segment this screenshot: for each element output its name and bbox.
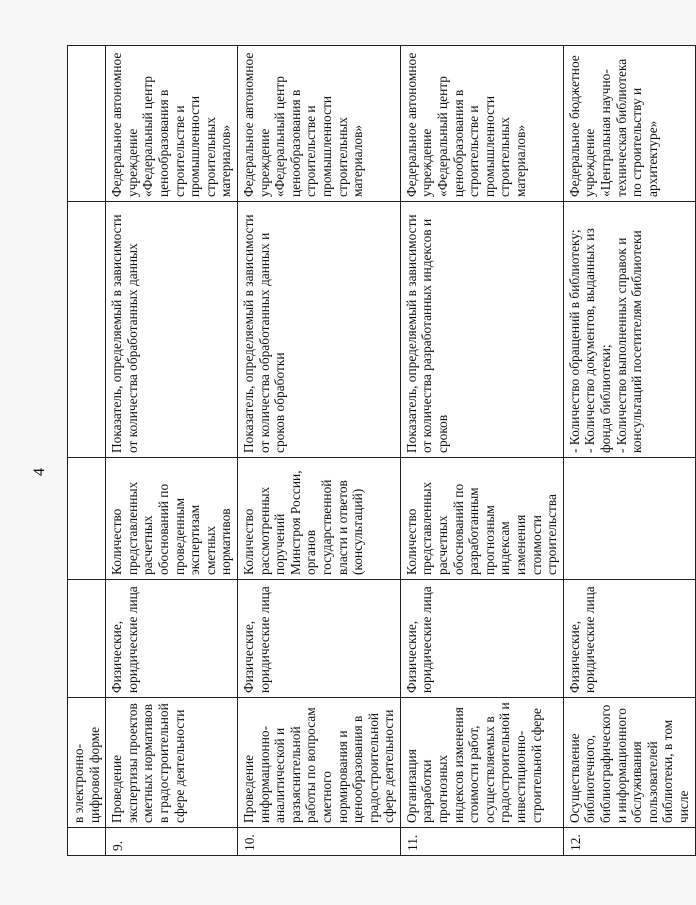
cell-institution: Федеральное автономное учреждение «Федеральный центр ценообразования в строительстве и промышленности строительных материалов» (106, 46, 238, 202)
cell-name: Проведение экспертизы проектов сметных нормативов в градостроительной сфере деятельности (106, 698, 238, 828)
cell-unit (68, 202, 106, 458)
cell-indicator: Количество представленных расчетных обоснований по разработанным прогнозным индексам изменения стоимости строительства (400, 458, 563, 580)
cell-num (68, 828, 106, 856)
table-row (106, 46, 238, 856)
table-row (237, 46, 400, 856)
cell-unit: Показатель, определяемый в зависимости от количества обработанных данных (106, 202, 238, 458)
cell-category: Физические, юридические лица (400, 580, 563, 698)
cell-institution: Федеральное автономное учреждение «Федеральный центр ценообразования в строительстве и промышленности строительных материалов» (237, 46, 400, 202)
cell-category: Физические, юридические лица (237, 580, 400, 698)
cell-category (68, 580, 106, 698)
cell-name: Организация разработки прогнозных индексов изменения стоимости работ, осуществляемых в градостроительной и инвестиционно-строительной сфере (400, 698, 563, 828)
table-row (563, 46, 695, 856)
page-number: 4 (31, 468, 48, 476)
cell-num: 11. (400, 828, 563, 856)
services-table (67, 45, 696, 856)
cell-num: 9. (106, 828, 238, 856)
cell-indicator: Количество рассмотренных поручений Минстроя России, органов государственной власти и ответов (консультаций) (237, 458, 400, 580)
cell-num: 12. (563, 828, 695, 856)
cell-name: в электронно-цифровой форме (68, 698, 106, 828)
cell-num: 10. (237, 828, 400, 856)
cell-unit: Показатель, определяемый в зависимости от количества обработанных данных и сроков обработки (237, 202, 400, 458)
table-row (68, 46, 106, 856)
cell-indicator: Количество представленных расчетных обоснований по проведенным экспертизам сметных нормативов (106, 458, 238, 580)
cell-indicator (563, 458, 695, 580)
cell-institution (68, 46, 106, 202)
cell-institution: Федеральное автономное учреждение «Федеральный центр ценообразования в строительстве и промышленности строительных материалов» (400, 46, 563, 202)
cell-unit: Показатель, определяемый в зависимости от количества разработанных индексов и сроков (400, 202, 563, 458)
cell-category: Физические, юридические лица (106, 580, 238, 698)
services-table-container (67, 46, 691, 856)
cell-category: Физические, юридические лица (563, 580, 695, 698)
cell-name: Осуществление библиотечного, библиографического и информационного обслуживания пользователей библиотеки, в том числе (563, 698, 695, 828)
table-row (400, 46, 563, 856)
cell-institution: Федеральное бюджетное учреждение «Центральная научно-техническая библиотека по строительству и архитектуре» (563, 46, 695, 202)
cell-indicator (68, 458, 106, 580)
cell-name: Проведение информационно-аналитической и разъяснительной работы по вопросам сметного нормирования и ценообразования в градостроительной сфере деятельности (237, 698, 400, 828)
cell-unit: - Количество обращений в библиотеку; - Количество документов, выданных из фонда библиотеки; - Количество выполненных справок и консультаций посетителям библиотеки (563, 202, 695, 458)
